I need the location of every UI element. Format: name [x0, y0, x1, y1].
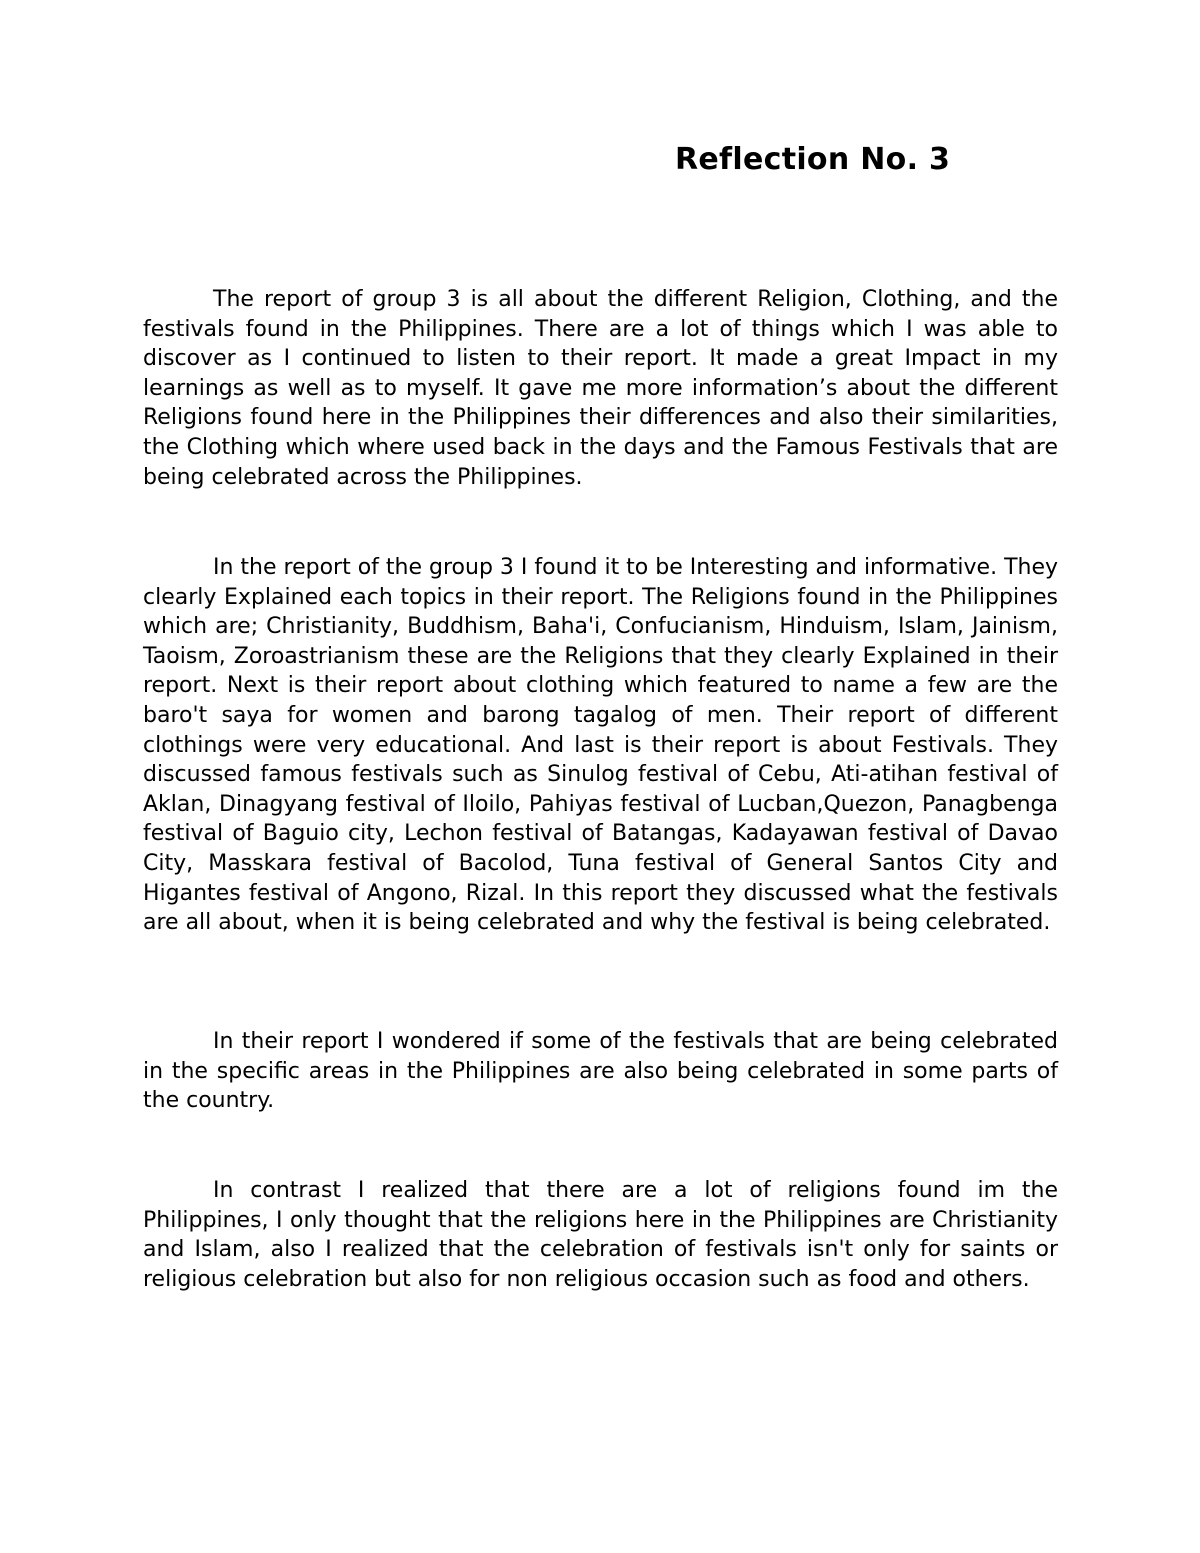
paragraph-report-details: In the report of the group 3 I found it to be Interesting and informative. They clearly Explained each topics in their report. The Religions found in the Philippines which are; Christianity, Buddhism, Baha'i, Confucianism, Hinduism, Islam, Jainism, Taoism, Zoroastrianism these are the Religions that they clearly Explained in their report. Next is their report about clothing which featured to name a few are the baro't saya for women and barong tagalog of men. Their report of different clothings were very educational. And last is their report is about Festivals. They discussed famous festivals such as Sinulog festival of Cebu, Ati-atihan festival of Aklan, Dinagyang festival of Iloilo, Pahiyas festival of Lucban,Quezon, Panagbenga festival of Baguio city, Lechon festival of Batangas, Kadayawan festival of Davao City, Masskara festival of Bacolod, Tuna festival of General Santos City and Higantes festival of Angono, Rizal. In this report they discussed what the festivals are all about, when it is being celebrated and why the festival is being celebrated.: [143, 555, 1058, 936]
paragraph-realization: In contrast I realized that there are a lot of religions found im the Philippines, I only thought that the religions here in the Philippines are Christianity and Islam, also I realized that the celebration of festivals isn't only for saints or religious celebration but also for non religious occasion such as food and others.: [143, 1178, 1058, 1292]
paragraph-wonder: In their report I wondered if some of the festivals that are being celebrated in the specific areas in the Philippines are also being celebrated in some parts of the country.: [143, 1029, 1058, 1114]
document-title: Reflection No. 3: [675, 142, 951, 177]
paragraph-intro: The report of group 3 is all about the different Religion, Clothing, and the festivals found in the Philippines. There are a lot of things which I was able to discover as I continued to listen to their report. It made a great Impact in my learnings as well as to myself. It gave me more information’s about the different Religions found here in the Philippines their differences and also their similarities, the Clothing which where used back in the days and the Famous Festivals that are being celebrated across the Philippines.: [143, 287, 1058, 490]
